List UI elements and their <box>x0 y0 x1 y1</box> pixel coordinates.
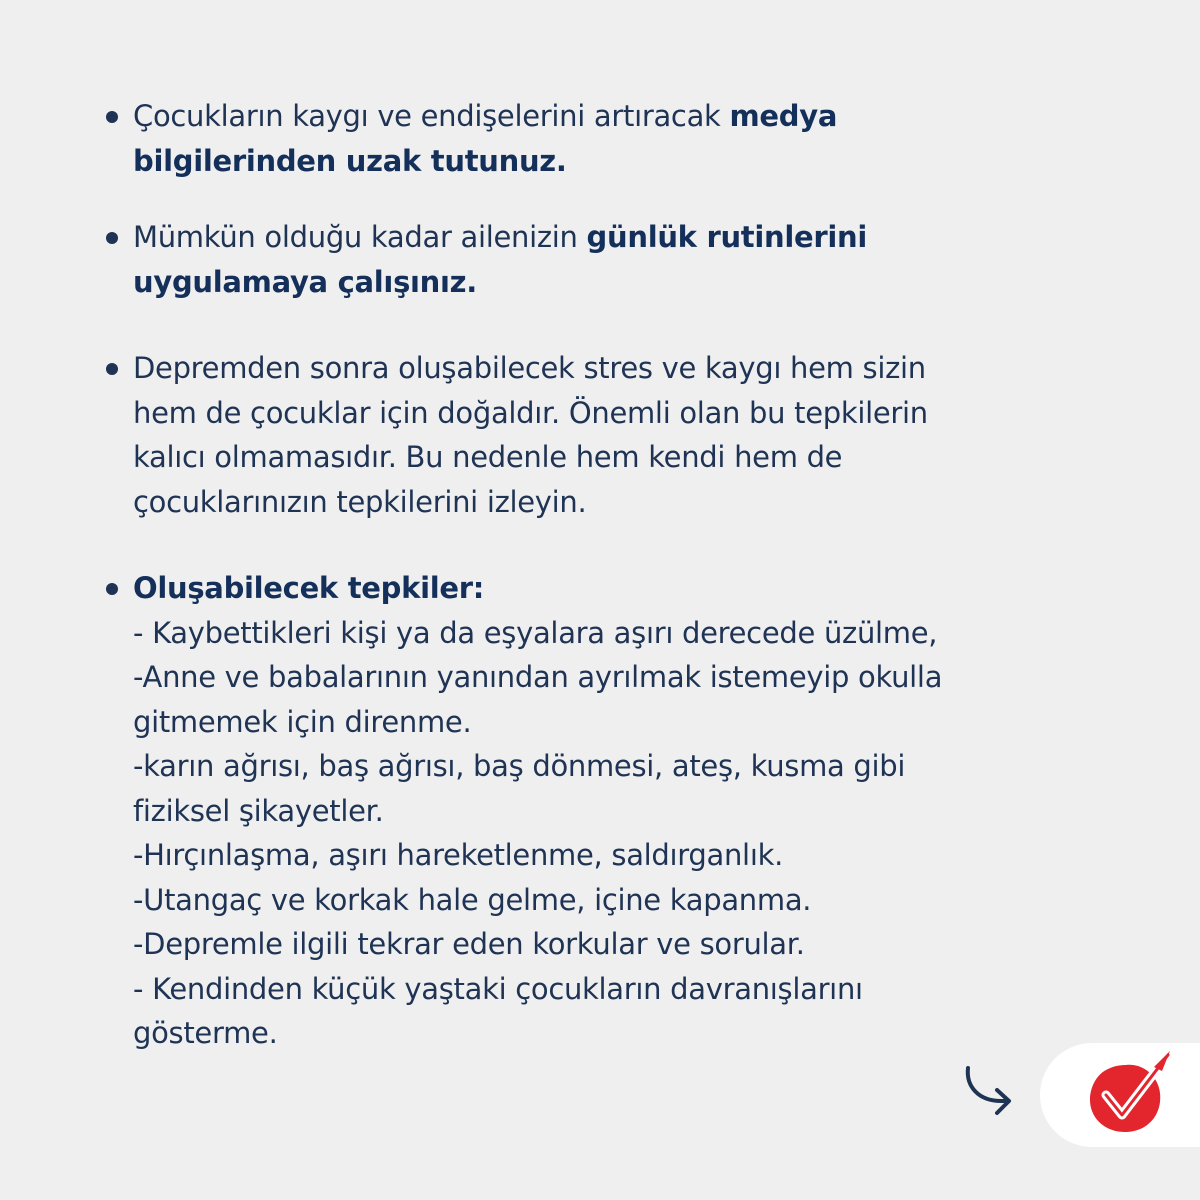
reaction-line: gösterme. <box>133 1016 278 1050</box>
bullet-dot <box>106 232 118 244</box>
info-content <box>104 94 1104 1056</box>
reaction-line: - Kendinden küçük yaştaki çocukların davranışlarını <box>133 971 863 1006</box>
reactions-heading: Oluşabilecek tepkiler: <box>133 571 485 605</box>
curved-arrow-right-icon[interactable] <box>962 1064 1024 1122</box>
bullet-item-media <box>104 94 1104 183</box>
reaction-line: -Hırçınlaşma, aşırı hareketlenme, saldırganlık. <box>133 838 783 872</box>
bullet-dot <box>106 583 118 595</box>
bullet-line: kalıcı olmamasıdır. Bu nedenle hem kendi hem de <box>133 440 843 474</box>
reaction-line: -Depremle ilgili tekrar eden korkular ve sorular. <box>133 927 805 961</box>
reaction-line: -karın ağrısı, baş ağrısı, baş dönmesi, ateş, kusma gibi <box>133 749 906 783</box>
reaction-line: -Utangaç ve korkak hale gelme, içine kapanma. <box>133 882 812 917</box>
bullet-text: Mümkün olduğu kadar ailenizin <box>133 220 587 254</box>
reaction-line: - Kaybettikleri kişi ya da eşyalara aşırı derecede üzülme, <box>133 615 938 650</box>
bullet-dot <box>106 363 118 375</box>
bullet-line: Depremden sonra oluşabilecek stres ve kaygı hem sizin <box>133 351 926 385</box>
bullet-bold-text: medya <box>729 99 838 133</box>
bullet-dot <box>106 111 118 123</box>
bullet-bold-text: günlük rutinlerini <box>586 220 867 254</box>
bullet-text: Çocukların kaygı ve endişelerini artıracak <box>133 99 730 133</box>
bullet-bold-text: uygulamaya çalışınız. <box>133 264 477 299</box>
bullet-item-reactions <box>104 566 1104 1056</box>
reaction-line: gitmemek için direnme. <box>133 704 472 739</box>
bullet-bold-text: bilgilerinden uzak tutunuz. <box>133 143 567 178</box>
bullet-line: hem de çocuklar için doğaldır. Önemli olan bu tepkilerin <box>133 395 928 430</box>
reaction-line: fiziksel şikayetler. <box>133 793 384 828</box>
reaction-line: -Anne ve babalarının yanından ayrılmak istemeyip okulla <box>133 660 943 694</box>
bullet-item-routine <box>104 215 1104 304</box>
logo-tab <box>1040 1043 1200 1147</box>
checkmark-logo-icon <box>1076 1045 1176 1145</box>
bullet-line <box>133 94 1104 139</box>
bullet-line <box>133 215 1104 260</box>
bullet-item-stress <box>104 346 1104 524</box>
bullet-line: çocuklarınızın tepkilerini izleyin. <box>133 484 587 519</box>
